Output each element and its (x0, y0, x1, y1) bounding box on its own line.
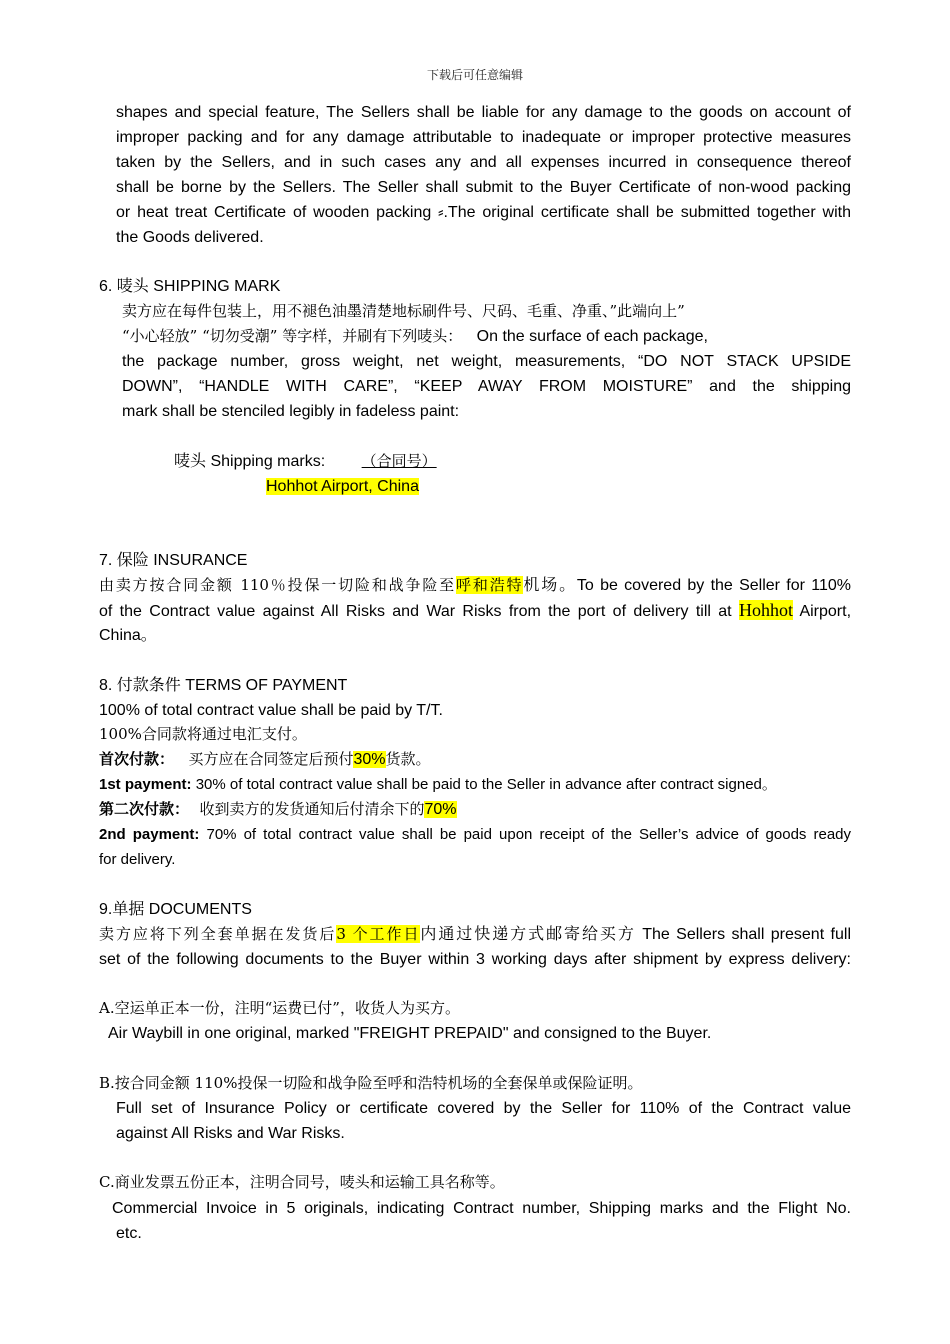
page-header-note: 下载后可任意编辑 (426, 68, 523, 82)
payment-second-en-label: 2nd payment: (99, 826, 200, 843)
payment-first-en: 30% of total contract value shall be paid to the Seller in advance after contract signed。 (195, 776, 777, 793)
shipping-line-3: the package number, gross weight, net weight, measurements, “DO NOT STACK UPSIDE (122, 353, 851, 370)
shipping-line-2 (122, 324, 708, 349)
shipping-cn-line-2: “小心轻放” “切勿受潮” 等字样，并刷有下列唛头： (122, 327, 463, 345)
shipping-marks-label: 唛头 Shipping marks: (174, 453, 326, 470)
section-7-title: 7. 保险 INSURANCE (99, 552, 248, 569)
documents-line-1 (99, 922, 851, 947)
insurance-hl-hohhot: Hohhot (738, 600, 793, 620)
shipping-cn-line-1: 卖方应在每件包装上，用不褪色油墨清楚地标刷件号、尺码、毛重、净重、”此端向上” (122, 302, 685, 320)
shipping-marks-row (174, 449, 459, 474)
shipping-line-5: mark shall be stenciled legibly in fadeless paint: (122, 403, 460, 420)
packing-line-3: taken by the Sellers, and in such cases any and all expenses incurred in consequence thereof (116, 154, 851, 171)
documents-line-1-b: 内通过快递方式邮寄给买方 The Sellers shall present full (420, 926, 852, 943)
packing-line-6: the Goods delivered. (116, 229, 264, 246)
payment-first-en-label: 1st payment: (99, 776, 192, 793)
payment-second-label: 第二次付款： (99, 800, 190, 818)
shipping-marks-value: （合同号） (361, 452, 437, 470)
documents-c-cn: C.商业发票五份正本，注明合同号，唛头和运输工具名称等。 (99, 1173, 505, 1191)
payment-first-hl: 30% (353, 751, 386, 768)
insurance-line-1-en: 机场。To be covered by the Seller for 110% (523, 577, 851, 594)
shipping-en-line-2: On the surface of each package, (476, 328, 708, 345)
documents-c-en-2: etc. (116, 1225, 142, 1242)
payment-first-cn-a: 买方应在合同签定后预付 (188, 750, 354, 768)
insurance-hl-city: 呼和浩特 (456, 576, 524, 594)
insurance-line-2-b: Airport, (799, 603, 852, 620)
insurance-line-2 (99, 598, 851, 624)
payment-second-en-row-2: for delivery. (99, 851, 176, 868)
insurance-line-2-a: of the Contract value against All Risks and War Risks from the port of delivery till at (99, 603, 732, 620)
packing-line-4: shall be borne by the Sellers. The Seller shall submit to the Buyer Certificate of non-wood packing (116, 179, 851, 196)
documents-line-2: set of the following documents to the Buyer within 3 working days after shipment by express delivery: (99, 951, 851, 968)
shipping-destination-row (266, 474, 419, 499)
payment-line-2: 100%合同款将通过电汇支付。 (99, 725, 307, 743)
payment-second-hl: 70% (424, 801, 457, 818)
section-9-title: 9.单据 DOCUMENTS (99, 901, 252, 918)
documents-a-cn: A.空运单正本一份，注明“运费已付”，收货人为买方。 (99, 999, 460, 1017)
insurance-line-1 (99, 573, 851, 598)
section-8-title: 8. 付款条件 TERMS OF PAYMENT (99, 677, 348, 694)
packing-line-5: or heat treat Certificate of wooden packing ⸗.The original certificate shall be submitted together with (116, 204, 851, 221)
payment-second-en: 70% of total contract value shall be paid upon receipt of the Seller’s advice of goods ready (206, 826, 852, 843)
documents-a-en: Air Waybill in one original, marked "FREIGHT PREPAID" and consigned to the Buyer. (108, 1025, 712, 1042)
payment-first-label: 首次付款： (99, 750, 175, 768)
payment-second-cn: 收到卖方的发货通知后付清余下的 (199, 800, 425, 818)
documents-b-en-2: against All Risks and War Risks. (116, 1125, 345, 1142)
shipping-line-4: DOWN”, “HANDLE WITH CARE”, “KEEP AWAY FROM MOISTURE” and the shipping (122, 378, 851, 395)
payment-first-en-row (99, 772, 777, 797)
insurance-line-1-cn: 由卖方按合同金额 110％投保一切险和战争险至 (99, 576, 457, 594)
payment-second-en-row (99, 822, 851, 847)
documents-c-en-1: Commercial Invoice in 5 originals, indicating Contract number, Shipping marks and the Flight No. (112, 1200, 851, 1217)
insurance-line-3: China。 (99, 627, 157, 644)
payment-first-cn-b: 货款。 (385, 750, 431, 768)
packing-line-1: shapes and special feature, The Sellers shall be liable for any damage to the goods on account of (116, 104, 851, 121)
payment-line-1: 100% of total contract value shall be paid by T/T. (99, 702, 443, 719)
documents-hl-days: 3 个工作日 (336, 925, 421, 943)
payment-second-cn-row (99, 797, 457, 822)
documents-b-en-1: Full set of Insurance Policy or certificate covered by the Seller for 110% of the Contract value (116, 1100, 851, 1117)
shipping-destination: Hohhot Airport, China (266, 478, 419, 495)
packing-line-2: improper packing and for any damage attributable to inadequate or improper protective measures (116, 129, 851, 146)
documents-line-1-cn: 卖方应将下列全套单据在发货后 (99, 925, 337, 943)
section-6-title: 6. 唛头 SHIPPING MARK (99, 278, 281, 295)
payment-first-cn-row (99, 747, 431, 772)
documents-b-cn: B.按合同金额 110%投保一切险和战争险至呼和浩特机场的全套保单或保险证明。 (99, 1074, 643, 1092)
